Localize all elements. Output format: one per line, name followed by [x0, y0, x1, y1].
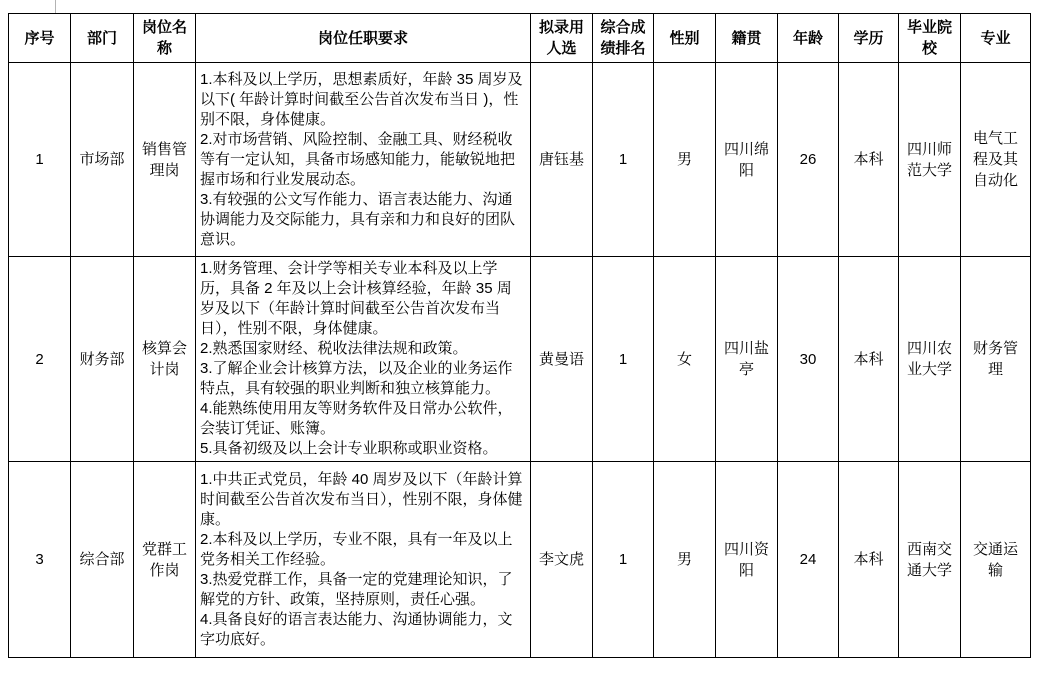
header-rank: 综合成绩排名 [593, 14, 654, 63]
requirement-item: 4.能熟练使用用友等财务软件及日常办公软件，会装订凭证、账簿。 [200, 400, 513, 437]
header-major: 专业 [961, 14, 1031, 63]
header-hometown: 籍贯 [716, 14, 778, 63]
requirement-item: 3.有较强的公文写作能力、语言表达能力、沟通协调能力及交际能力，具有亲和力和良好的团队意识。 [200, 190, 516, 248]
cell-age: 26 [778, 63, 839, 257]
cell-major: 电气工程及其自动化 [961, 63, 1031, 257]
cell-candidate: 李文虎 [531, 462, 593, 658]
cell-department: 市场部 [71, 63, 134, 257]
requirement-item: 3.热爱党群工作，具备一定的党建理论知识，了解党的方针、政策，坚持原则，责任心强。 [200, 570, 513, 608]
cell-education: 本科 [839, 63, 899, 257]
header-position: 岗位名称 [134, 14, 196, 63]
cell-gender: 男 [654, 63, 716, 257]
cell-rank: 1 [593, 63, 654, 257]
cell-seq: 2 [9, 257, 71, 462]
table-row [9, 462, 1031, 658]
cell-position: 核算会计岗 [134, 257, 196, 462]
cell-requirements [196, 63, 531, 257]
cell-age: 24 [778, 462, 839, 658]
requirement-item: 1.财务管理、会计学等相关专业本科及以上学历，具备 2 年及以上会计核算经验，年龄 35 周岁及以下（年龄计算时间截至公告首次发布当日），性别不限，身体健康。 [200, 260, 512, 337]
cell-education: 本科 [839, 257, 899, 462]
header-requirements: 岗位任职要求 [196, 14, 531, 63]
requirement-item: 1.中共正式党员，年龄 40 周岁及以下（年龄计算时间截至公告首次发布当日），性别不限，身体健康。 [200, 470, 523, 528]
requirement-item: 4.具备良好的语言表达能力、沟通协调能力，文字功底好。 [200, 610, 513, 648]
cell-hometown: 四川盐亭 [716, 257, 778, 462]
table-header-row [9, 14, 1031, 63]
cell-age: 30 [778, 257, 839, 462]
requirement-item: 1.本科及以上学历，思想素质好，年龄 35 周岁及以下( 年龄计算时间截至公告首次发布当日 )，性别不限，身体健康。 [200, 70, 523, 128]
header-education: 学历 [839, 14, 899, 63]
requirement-item: 2.对市场营销、风险控制、金融工具、财经税收等有一定认知，具备市场感知能力，能敏锐地把握市场和行业发展动态。 [200, 130, 516, 188]
header-candidate: 拟录用人选 [531, 14, 593, 63]
cell-seq: 3 [9, 462, 71, 658]
cell-requirements [196, 462, 531, 658]
cell-requirements [196, 257, 531, 462]
header-gender: 性别 [654, 14, 716, 63]
cell-seq: 1 [9, 63, 71, 257]
cell-position: 党群工作岗 [134, 462, 196, 658]
cell-rank: 1 [593, 257, 654, 462]
header-department: 部门 [71, 14, 134, 63]
cell-department: 综合部 [71, 462, 134, 658]
cell-major: 财务管理 [961, 257, 1031, 462]
header-age: 年龄 [778, 14, 839, 63]
cell-hometown: 四川绵阳 [716, 63, 778, 257]
cell-rank: 1 [593, 462, 654, 658]
cell-major: 交通运输 [961, 462, 1031, 658]
cell-department: 财务部 [71, 257, 134, 462]
cell-hometown: 四川资阳 [716, 462, 778, 658]
cell-gender: 女 [654, 257, 716, 462]
cell-school: 四川师范大学 [899, 63, 961, 257]
recruitment-table [8, 13, 1031, 658]
requirement-item: 2.熟悉国家财经、税收法律法规和政策。 [200, 340, 468, 357]
cell-school: 西南交通大学 [899, 462, 961, 658]
header-school: 毕业院校 [899, 14, 961, 63]
requirement-item: 2.本科及以上学历，专业不限，具有一年及以上党务相关工作经验。 [200, 530, 513, 568]
ruler-tick-mark [55, 0, 56, 13]
cell-education: 本科 [839, 462, 899, 658]
requirement-item: 5.具备初级及以上会计专业职称或职业资格。 [200, 440, 498, 457]
table-row [9, 257, 1031, 462]
header-seq: 序号 [9, 14, 71, 63]
cell-candidate: 黄曼语 [531, 257, 593, 462]
table-row [9, 63, 1031, 257]
cell-school: 四川农业大学 [899, 257, 961, 462]
cell-gender: 男 [654, 462, 716, 658]
cell-position: 销售管理岗 [134, 63, 196, 257]
requirement-item: 3.了解企业会计核算方法，以及企业的业务运作特点，具有较强的职业判断和独立核算能力。 [200, 360, 513, 397]
cell-candidate: 唐钰基 [531, 63, 593, 257]
